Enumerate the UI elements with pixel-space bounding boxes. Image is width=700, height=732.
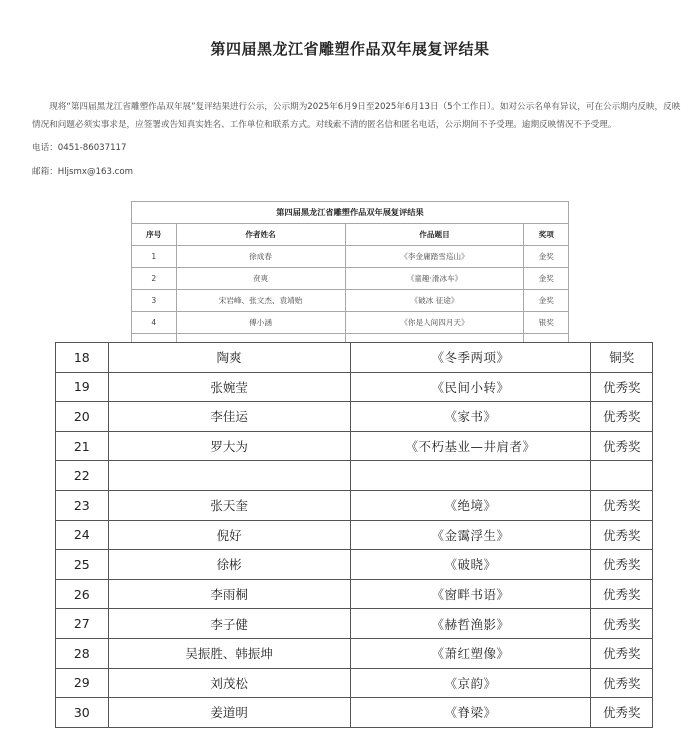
- row-author: 李子健: [108, 609, 350, 639]
- results-table-small: [131, 201, 569, 343]
- row-title: 《萧红塑像》: [350, 638, 591, 668]
- table-row: [56, 668, 653, 698]
- table-row: [56, 638, 653, 668]
- table-row: [132, 246, 569, 268]
- row-award: 优秀奖: [591, 550, 653, 580]
- row-index: 2: [132, 268, 177, 290]
- row-author: 吴振胜、韩振坤: [108, 638, 350, 668]
- row-author: 姜道明: [108, 698, 350, 728]
- results-table-large: [55, 342, 653, 728]
- row-title: 《破冰 征途》: [345, 290, 524, 312]
- row-author: 刘茂松: [108, 668, 350, 698]
- row-index: 18: [56, 343, 109, 373]
- row-award: 优秀奖: [591, 638, 653, 668]
- row-author: 罗大为: [108, 431, 350, 461]
- notice-paragraph: 现将“第四届黑龙江省雕塑作品双年展”复评结果进行公示，公示期为2025年6月9日至2025年6月13日（5个工作日）。如对公示名单有异议，可在公示期内反映，反映情况和问题必须实事求是，应签署或告知真实姓名、工作单位和联系方式。对线索不清的匿名信和匿名电话，公示期间不予受理。逾期反映情况不予受理。: [32, 102, 681, 130]
- table-row: [56, 490, 653, 520]
- row-index: 3: [132, 290, 177, 312]
- row-author: 徐成春: [176, 246, 345, 268]
- table-row: [56, 343, 653, 373]
- row-title: 《家书》: [350, 402, 591, 432]
- page-title: 第四届黑龙江省雕塑作品双年展复评结果: [210, 40, 490, 58]
- row-index: 22: [56, 461, 109, 491]
- row-author: 傅小涵: [176, 312, 345, 334]
- row-index: 27: [56, 609, 109, 639]
- header-title: 作品题目: [345, 224, 524, 246]
- row-author: 张婉莹: [108, 372, 350, 402]
- table-row: [56, 579, 653, 609]
- row-award: 金奖: [524, 246, 569, 268]
- row-title: 《窗畔书语》: [350, 579, 591, 609]
- row-author: 宋岩峰、张文杰、袁靖贻: [176, 290, 345, 312]
- row-index: 23: [56, 490, 109, 520]
- row-award: 优秀奖: [591, 431, 653, 461]
- row-title: 《李金庸踏雪巡山》: [345, 246, 524, 268]
- row-title: 《童趣·滑冰车》: [345, 268, 524, 290]
- row-title: 《破晓》: [350, 550, 591, 580]
- row-title: 《赫哲渔影》: [350, 609, 591, 639]
- row-award: 铜奖: [591, 343, 653, 373]
- table-row: [56, 520, 653, 550]
- table-row: [56, 609, 653, 639]
- row-index: 4: [132, 312, 177, 334]
- row-index: 20: [56, 402, 109, 432]
- row-author: 李雨桐: [108, 579, 350, 609]
- row-award: 优秀奖: [591, 490, 653, 520]
- table-row: [56, 431, 653, 461]
- small-table-caption: 第四届黑龙江省雕塑作品双年展复评结果: [132, 202, 569, 224]
- row-award: 优秀奖: [591, 579, 653, 609]
- table-row: [56, 461, 653, 491]
- row-author: 倪好: [108, 520, 350, 550]
- row-title: 《京韵》: [350, 668, 591, 698]
- row-index: 30: [56, 698, 109, 728]
- row-award: 优秀奖: [591, 372, 653, 402]
- row-author: 张天奎: [108, 490, 350, 520]
- row-title: 《绝境》: [350, 490, 591, 520]
- row-author: [108, 461, 350, 491]
- row-title: [350, 461, 591, 491]
- table-row: [56, 698, 653, 728]
- row-index: 1: [132, 246, 177, 268]
- row-index: 21: [56, 431, 109, 461]
- row-author: 徐彬: [108, 550, 350, 580]
- row-award: 金奖: [524, 290, 569, 312]
- row-title: 《金霭浮生》: [350, 520, 591, 550]
- header-award: 奖项: [524, 224, 569, 246]
- row-author: 贲爽: [176, 268, 345, 290]
- contact-phone: 电话：0451-86037117: [32, 143, 127, 153]
- row-index: 26: [56, 579, 109, 609]
- table-row: [132, 268, 569, 290]
- row-index: 19: [56, 372, 109, 402]
- table-row: [56, 372, 653, 402]
- row-title: 《民间小转》: [350, 372, 591, 402]
- row-award: 优秀奖: [591, 698, 653, 728]
- table-row: [132, 312, 569, 334]
- table-row: [132, 290, 569, 312]
- row-award: 银奖: [524, 312, 569, 334]
- row-index: 28: [56, 638, 109, 668]
- header-author: 作者姓名: [176, 224, 345, 246]
- header-index: 序号: [132, 224, 177, 246]
- document-top: [0, 0, 700, 343]
- row-index: 25: [56, 550, 109, 580]
- contact-email: 邮箱：Hljsmx@163.com: [32, 167, 134, 177]
- row-title: 《脊梁》: [350, 698, 591, 728]
- row-title: 《你是人间四月天》: [345, 312, 524, 334]
- results-table-enlarged: [55, 342, 653, 732]
- row-index: 29: [56, 668, 109, 698]
- row-award: 优秀奖: [591, 609, 653, 639]
- row-award: 优秀奖: [591, 520, 653, 550]
- row-award: 金奖: [524, 268, 569, 290]
- row-award: 优秀奖: [591, 402, 653, 432]
- row-title: 《不朽基业—井肩者》: [350, 431, 591, 461]
- row-index: 24: [56, 520, 109, 550]
- row-author: 陶爽: [108, 343, 350, 373]
- table-row: [56, 402, 653, 432]
- table-row: [56, 550, 653, 580]
- row-title: 《冬季两项》: [350, 343, 591, 373]
- row-award: 优秀奖: [591, 668, 653, 698]
- row-author: 李佳运: [108, 402, 350, 432]
- row-award: [591, 461, 653, 491]
